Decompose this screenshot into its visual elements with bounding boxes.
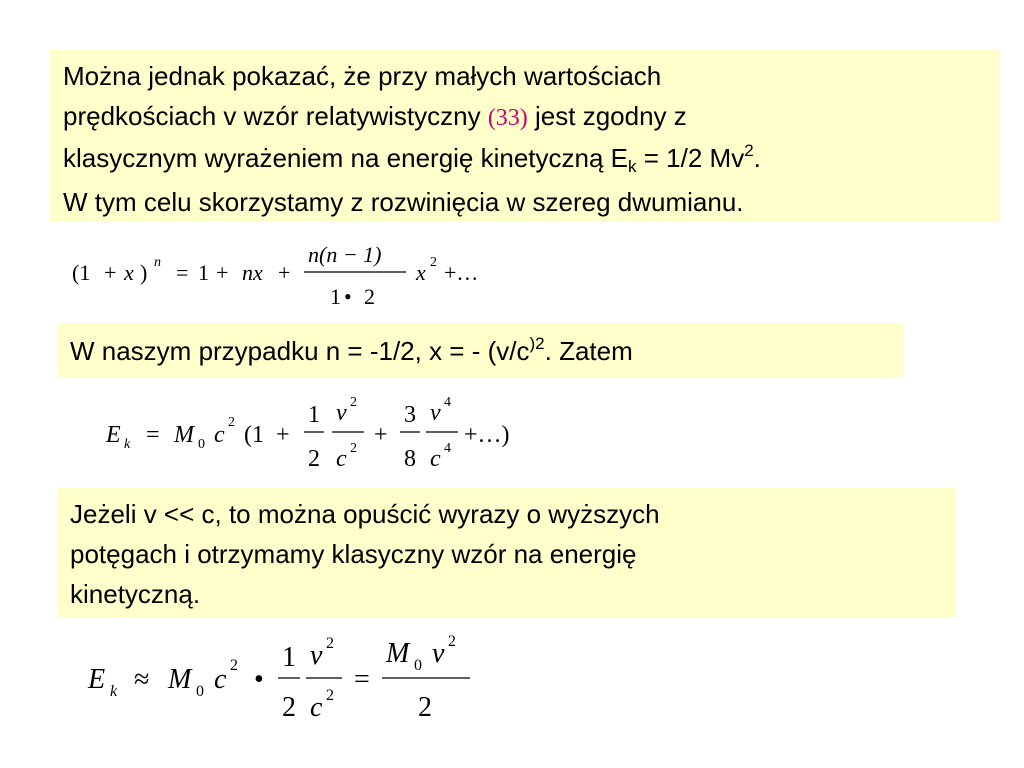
equation-reference: (33) — [487, 105, 528, 131]
substitution-before: W naszym przypadku n = -1/2, x = - (v/c — [70, 336, 530, 366]
conclusion-line-2: potęgach i otrzymamy klasyczny wzór na energię — [70, 539, 637, 569]
eq2-c-exp: 2 — [228, 415, 235, 430]
eq2-f3-den: 8 — [404, 446, 416, 472]
eq3-f3-num-exp: 2 — [448, 633, 456, 650]
eq3-f1-num: 1 — [282, 642, 296, 673]
eq1-exponent-n: n — [154, 255, 161, 270]
eq3-dot: • — [254, 664, 264, 695]
eq2-f2-den-exp: 2 — [350, 441, 357, 456]
eq3-zero: 0 — [196, 683, 204, 700]
eq1-x-squared-exp: 2 — [430, 255, 437, 270]
intro-superscript-2: 2 — [744, 141, 754, 160]
eq2-f2-num-exp: 2 — [350, 395, 357, 410]
eq3-f1-den: 2 — [282, 692, 296, 723]
eq2-f1-den: 2 — [308, 446, 320, 472]
eq2-plus-2: + — [374, 422, 388, 448]
intro-line-3-mid: = 1/2 Mv — [636, 143, 745, 173]
substitution-sup-paren: ) — [529, 334, 536, 353]
eq2-f4-den-c: c — [430, 446, 441, 472]
eq3-f2-num-v: v — [310, 640, 323, 671]
eq3-approx: ≈ — [134, 664, 150, 695]
eq1-den-dot: • — [344, 284, 352, 309]
substitution-text-box — [58, 323, 904, 377]
eq2-f3-num: 3 — [404, 402, 416, 428]
eq1-x: x — [124, 260, 134, 285]
binomial-expansion-equation — [60, 232, 520, 316]
eq2-E: E — [106, 422, 121, 448]
eq3-f3-num-zero: 0 — [414, 657, 422, 674]
eq3-f3-num-v: v — [432, 638, 445, 669]
intro-line-1: Można jednak pokazać, że przy małych wartościach — [63, 61, 662, 91]
eq1-open: (1 — [72, 260, 91, 285]
eq2-k: k — [124, 437, 131, 452]
eq1-plus: + — [104, 260, 117, 285]
eq1-one: 1 — [198, 260, 209, 285]
eq3-f3-num-M: M — [386, 638, 410, 669]
eq2-tail: +…) — [464, 422, 510, 448]
eq3-f2-den-exp: 2 — [326, 687, 334, 704]
eq1-den-left: 1 — [330, 284, 341, 309]
intro-text-box — [50, 50, 1000, 222]
eq2-M: M — [174, 422, 194, 448]
eq2-f4-num-exp: 4 — [444, 395, 451, 410]
eq1-tail: +… — [444, 260, 479, 285]
eq1-equals: = — [176, 260, 189, 285]
substitution-sup-2: 2 — [535, 334, 545, 353]
conclusion-line-3: kinetyczną. — [70, 579, 201, 609]
eq2-plus-1: + — [276, 422, 290, 448]
eq1-plus-3: + — [278, 260, 291, 285]
substitution-after: . Zatem — [544, 336, 633, 366]
eq2-f4-den-exp: 4 — [444, 441, 451, 456]
eq2-zero: 0 — [198, 437, 205, 452]
eq2-open: (1 — [244, 422, 264, 448]
eq3-c-exp: 2 — [230, 657, 238, 674]
eq1-close: ) — [140, 260, 148, 285]
eq2-f2-num-v: v — [336, 400, 347, 426]
eq3-E: E — [88, 664, 106, 695]
classical-kinetic-energy-equation — [80, 628, 500, 728]
eq2-f2-den-c: c — [336, 446, 347, 472]
eq2-f1-num: 1 — [308, 402, 320, 428]
eq3-M: M — [168, 664, 192, 695]
intro-line-4: W tym celu skorzystamy z rozwinięcia w szereg dwumianu. — [63, 187, 744, 217]
eq1-x-squared-base: x — [416, 260, 426, 285]
eq2-f4-num-v: v — [430, 400, 441, 426]
kinetic-energy-expansion-equation — [96, 390, 536, 480]
conclusion-text-box — [58, 488, 956, 618]
intro-line-2-after: jest zgodny z — [527, 101, 687, 131]
eq1-den-right: 2 — [364, 284, 375, 309]
intro-line-2 — [63, 96, 988, 138]
eq3-f3-den: 2 — [418, 692, 432, 723]
substitution-line — [70, 331, 892, 375]
eq1-fraction-numerator: n(n − 1) — [308, 242, 382, 267]
conclusion-line-1: Jeżeli v << c, to można opuścić wyrazy o wyższych — [70, 499, 660, 529]
intro-line-3-before: klasycznym wyrażeniem na energię kinetyczną E — [63, 143, 629, 173]
eq3-f2-num-exp: 2 — [326, 635, 334, 652]
eq3-f2-den-c: c — [310, 692, 323, 723]
eq3-k: k — [110, 683, 118, 700]
intro-line-3 — [63, 138, 988, 182]
eq1-plus-2: + — [216, 260, 229, 285]
intro-line-2-before: prędkościach v wzór relatywistyczny — [63, 101, 488, 131]
eq3-c: c — [214, 664, 227, 695]
eq2-equals: = — [146, 422, 160, 448]
intro-subscript-k: k — [628, 157, 637, 176]
eq2-c: c — [214, 422, 225, 448]
eq1-nx: nx — [242, 260, 263, 285]
eq3-equals: = — [354, 664, 370, 695]
intro-line-3-end: . — [753, 143, 761, 173]
